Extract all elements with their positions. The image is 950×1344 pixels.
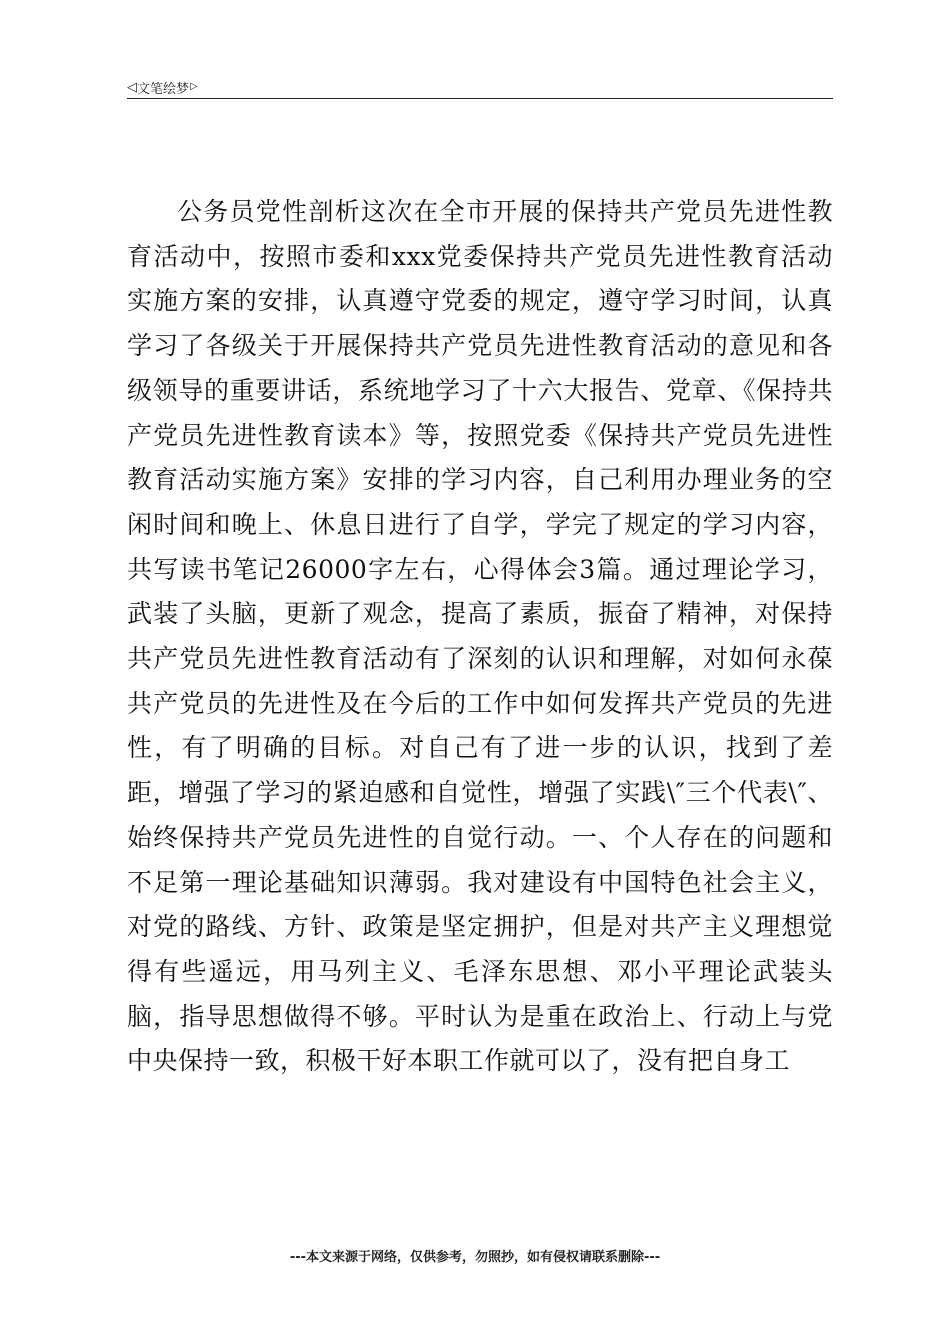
right-triangle-icon: ▷ bbox=[190, 81, 198, 92]
header-title: 文笔绘梦 bbox=[137, 81, 190, 97]
footer-notice: ---本文来源于网络，仅供参考，勿照抄，如有侵权请联系删除--- bbox=[289, 1250, 661, 1265]
left-triangle-icon: ◁ bbox=[127, 79, 137, 95]
body-paragraph: 公务员党性剖析这次在全市开展的保持共产党员先进性教育活动中，按照市委和xxx党委保持共产党员先进性教育活动实施方案的安排，认真遵守党委的规定，遵守学习时间，认真学习了各级关于开展保持共产党员先进性教育活动的意见和各级领导的重要讲话，系统地学习了十六大报告、党章、《保持共产党员先进性教育读本》等，按照党委《保持共产党员先进性教育活动实施方案》安排的学习内容，自己利用办理业务的空闲时间和晚上、休息日进行了自学，学完了规定的学习内容，共写读书笔记26000字左右，心得体会3篇。通过理论学习，武装了头脑，更新了观念，提高了素质，振奋了精神，对保持共产党员先进性教育活动有了深刻的认识和理解，对如何永葆共产党员的先进性及在今后的工作中如何发挥共产党员的先进性，有了明确的目标。对自己有了进一步的认识，找到了差距，增强了学习的紧迫感和自觉性，增强了实践\″三个代表\″、始终保持共产党员先进性的自觉行动。一、个人存在的问题和不足第一理论基础知识薄弱。我对建设有中国特色社会主义，对党的路线、方针、政策是坚定拥护，但是对共产主义理想觉得有些遥远，用马列主义、毛泽东思想、邓小平理论武装头脑，指导思想做得不够。平时认为是重在政治上、行动上与党中央保持一致，积极干好本职工作就可以了，没有把自身工 bbox=[127, 197, 833, 1076]
page-header bbox=[127, 76, 833, 99]
